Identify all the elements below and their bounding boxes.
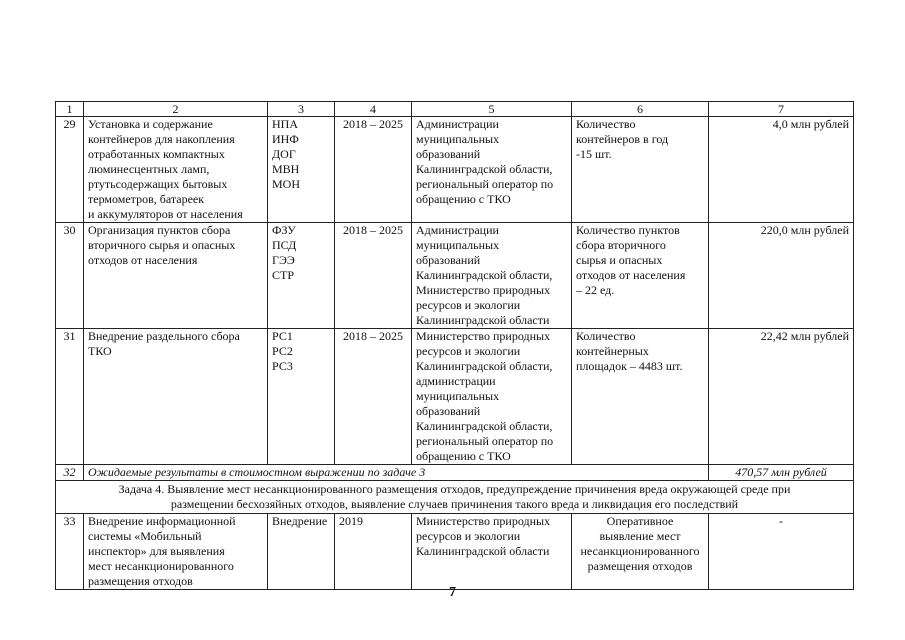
text-line: обращению с ТКО bbox=[416, 449, 511, 463]
table-row bbox=[56, 117, 854, 223]
measure-name bbox=[84, 117, 268, 223]
summary-row bbox=[56, 465, 854, 481]
table-row bbox=[56, 329, 854, 465]
header-cell: 4 bbox=[335, 102, 412, 117]
text-line: Калининградской области, bbox=[416, 359, 553, 373]
text-line: РС3 bbox=[272, 359, 293, 373]
header-cell: 7 bbox=[709, 102, 854, 117]
text-line: – 22 ед. bbox=[576, 283, 615, 297]
measure-name bbox=[84, 514, 268, 590]
text-line: РС1 bbox=[272, 329, 293, 343]
text-line: площадок – 4483 шт. bbox=[576, 359, 683, 373]
summary-amount: 470,57 млн рублей bbox=[709, 465, 854, 481]
text-line: администрации bbox=[416, 374, 496, 388]
table-row bbox=[56, 223, 854, 329]
text-line: региональный оператор по bbox=[416, 177, 554, 191]
text-line: МОН bbox=[272, 177, 301, 191]
text-line: размещения отходов bbox=[587, 559, 693, 573]
measure-amount: - bbox=[709, 514, 854, 590]
text-line: Количество bbox=[576, 117, 636, 131]
text-line: Министерство природных bbox=[416, 329, 551, 343]
text-line: ФЗУ bbox=[272, 223, 296, 237]
measure-name bbox=[84, 329, 268, 465]
measure-period: 2018 – 2025 bbox=[335, 329, 412, 465]
text-line: Администрации bbox=[416, 117, 499, 131]
text-line: РС2 bbox=[272, 344, 293, 358]
header-cell: 3 bbox=[268, 102, 335, 117]
text-line: Администрации bbox=[416, 223, 499, 237]
measure-codes bbox=[268, 514, 335, 590]
measure-amount: 220,0 млн рублей bbox=[709, 223, 854, 329]
measure-executors bbox=[412, 329, 572, 465]
text-line: мест несанкционированного bbox=[88, 559, 234, 573]
text-line: контейнеров для накопления bbox=[88, 132, 235, 146]
row-number: 33 bbox=[56, 514, 84, 590]
text-line: отходов от населения bbox=[576, 268, 686, 282]
text-line: контейнеров в год bbox=[576, 132, 669, 146]
text-line: Внедрение информационной bbox=[88, 514, 236, 528]
measure-executors bbox=[412, 514, 572, 590]
text-line: отработанных компактных bbox=[88, 147, 225, 161]
measure-amount: 22,42 млн рублей bbox=[709, 329, 854, 465]
text-line: ПСД bbox=[272, 238, 297, 252]
text-line: Министерство природных bbox=[416, 514, 551, 528]
text-line: Внедрение bbox=[272, 514, 328, 528]
row-number: 32 bbox=[56, 465, 84, 481]
text-line: региональный оператор по bbox=[416, 434, 554, 448]
text-line: люминесцентных ламп, bbox=[88, 162, 210, 176]
text-line: сбора вторичного bbox=[576, 238, 666, 252]
text-line: инспектор» для выявления bbox=[88, 544, 225, 558]
text-line: образований bbox=[416, 253, 481, 267]
measure-period: 2018 – 2025 bbox=[335, 223, 412, 329]
measure-indicator bbox=[572, 223, 709, 329]
task-heading bbox=[56, 481, 854, 514]
page-number: 7 bbox=[449, 585, 456, 600]
summary-text: Ожидаемые результаты в стоимостном выражении по задаче 3 bbox=[84, 465, 709, 481]
text-line: ртутьсодержащих бытовых bbox=[88, 177, 228, 191]
measure-period: 2018 – 2025 bbox=[335, 117, 412, 223]
text-line: отходов от населения bbox=[88, 253, 198, 267]
header-cell: 1 bbox=[56, 102, 84, 117]
text-line: муниципальных bbox=[416, 238, 500, 252]
row-number: 30 bbox=[56, 223, 84, 329]
measures-table bbox=[55, 101, 854, 590]
text-line: Задача 4. Выявление мест несанкционированного размещения отходов, предупреждение причинения вреда окружающей среде при bbox=[118, 482, 791, 496]
measure-executors bbox=[412, 223, 572, 329]
text-line: размещении бесхозяйных отходов, выявление случаев причинения такого вреда и ликвидация его последствий bbox=[170, 497, 739, 511]
text-line: обращению с ТКО bbox=[416, 192, 511, 206]
header-cell: 6 bbox=[572, 102, 709, 117]
header-cell: 2 bbox=[84, 102, 268, 117]
text-line: МВН bbox=[272, 162, 300, 176]
text-line: -15 шт. bbox=[576, 147, 612, 161]
text-line: вторичного сырья и опасных bbox=[88, 238, 236, 252]
text-line: ресурсов и экологии bbox=[416, 529, 521, 543]
text-line: контейнерных bbox=[576, 344, 649, 358]
text-line: ИНФ bbox=[272, 132, 299, 146]
text-line: Калининградской области, bbox=[416, 268, 553, 282]
text-line: образований bbox=[416, 404, 481, 418]
text-line: Количество bbox=[576, 329, 636, 343]
measure-indicator bbox=[572, 514, 709, 590]
text-line: образований bbox=[416, 147, 481, 161]
measure-indicator bbox=[572, 329, 709, 465]
text-line: Калининградской области, bbox=[416, 419, 553, 433]
measure-amount: 4,0 млн рублей bbox=[709, 117, 854, 223]
text-line: термометров, батареек bbox=[88, 192, 205, 206]
row-number: 29 bbox=[56, 117, 84, 223]
measure-indicator bbox=[572, 117, 709, 223]
measure-codes bbox=[268, 329, 335, 465]
text-line: СТР bbox=[272, 268, 295, 282]
text-line: Организация пунктов сбора bbox=[88, 223, 231, 237]
measure-codes bbox=[268, 223, 335, 329]
text-line: Калининградской области, bbox=[416, 162, 553, 176]
text-line: и аккумуляторов от населения bbox=[88, 207, 243, 221]
text-line: Установка и содержание bbox=[88, 117, 213, 131]
text-line: муниципальных bbox=[416, 389, 500, 403]
measure-period: 2019 bbox=[335, 514, 412, 590]
measure-executors bbox=[412, 117, 572, 223]
text-line: Количество пунктов bbox=[576, 223, 680, 237]
text-line: Внедрение раздельного сбора bbox=[88, 329, 240, 343]
text-line: ресурсов и экологии bbox=[416, 344, 521, 358]
text-line: ТКО bbox=[88, 344, 112, 358]
header-row bbox=[56, 102, 854, 117]
text-line: ДОГ bbox=[272, 147, 296, 161]
text-line: муниципальных bbox=[416, 132, 500, 146]
text-line: выявление мест bbox=[599, 529, 681, 543]
text-line: ГЭЭ bbox=[272, 253, 295, 267]
row-number: 31 bbox=[56, 329, 84, 465]
task-row bbox=[56, 481, 854, 514]
measure-name bbox=[84, 223, 268, 329]
text-line: НПА bbox=[272, 117, 298, 131]
text-line: Министерство природных bbox=[416, 283, 551, 297]
table-row bbox=[56, 514, 854, 590]
text-line: Калининградской области bbox=[416, 313, 550, 327]
text-line: несанкционированного bbox=[580, 544, 700, 558]
text-line: Оперативное bbox=[606, 514, 674, 528]
measure-codes bbox=[268, 117, 335, 223]
text-line: Калининградской области bbox=[416, 544, 550, 558]
text-line: ресурсов и экологии bbox=[416, 298, 521, 312]
text-line: сырья и опасных bbox=[576, 253, 663, 267]
text-line: системы «Мобильный bbox=[88, 529, 202, 543]
header-cell: 5 bbox=[412, 102, 572, 117]
text-line: размещения отходов bbox=[88, 574, 193, 588]
